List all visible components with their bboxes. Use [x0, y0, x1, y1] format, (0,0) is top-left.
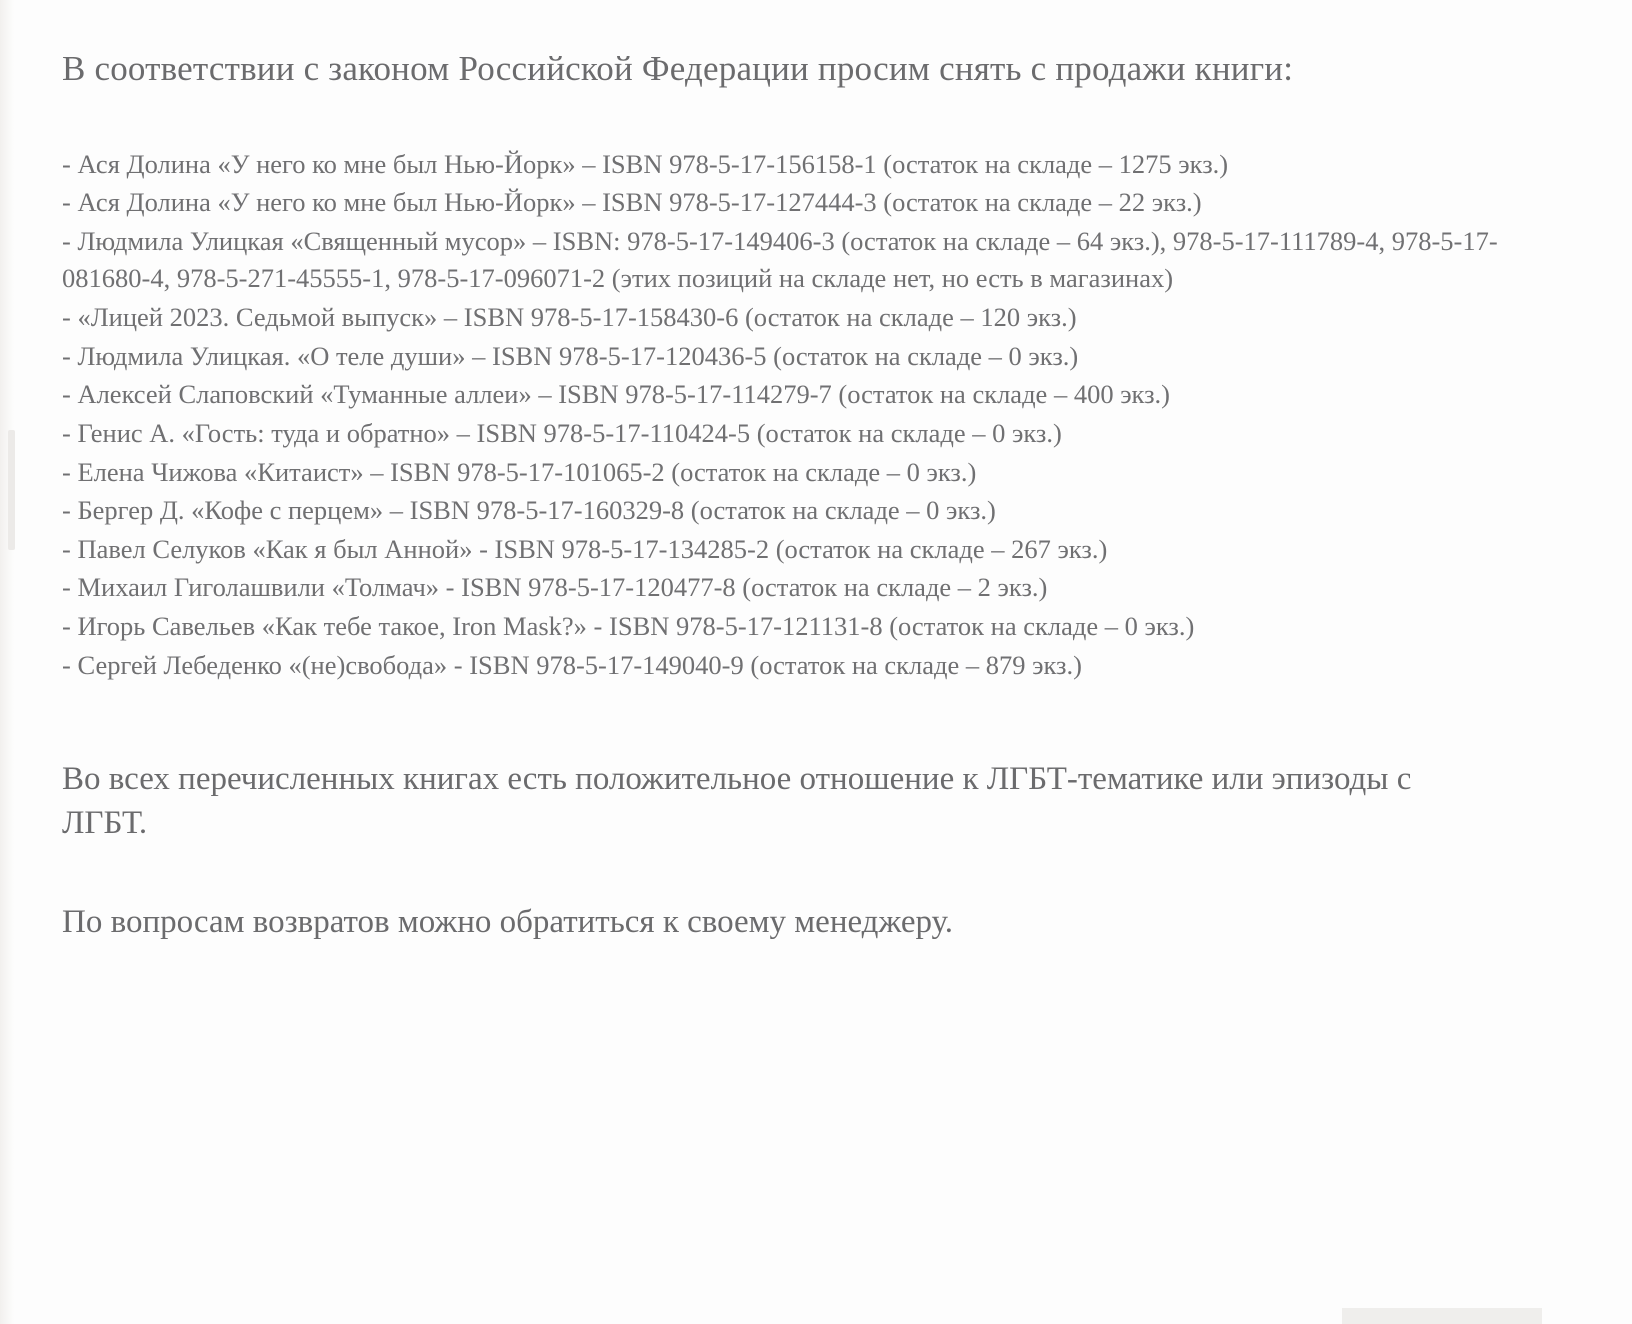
list-item: - Ася Долина «У него ко мне был Нью-Йорк» – ISBN 978-5-17-156158-1 (остаток на складе – 1275 экз.) — [62, 148, 1229, 179]
list-item: - Бергер Д. «Кофе с перцем» – ISBN 978-5-17-160329-8 (остаток на складе – 0 экз.) — [62, 495, 996, 526]
list-item: - Павел Селуков «Как я был Анной» - ISBN 978-5-17-134285-2 (остаток на складе – 267 экз.) — [62, 533, 1108, 564]
list-item: - Генис А. «Гость: туда и обратно» – ISBN 978-5-17-110424-5 (остаток на складе – 0 экз.) — [62, 417, 1062, 448]
list-item: - Сергей Лебеденко «(не)свобода» - ISBN 978-5-17-149040-9 (остаток на складе – 879 экз.) — [62, 649, 1082, 680]
document-intro-paragraph: В соответствии с законом Российской Федерации просим снять с продажи книги: — [62, 49, 1294, 88]
list-item: - Михаил Гиголашвили «Толмач» - ISBN 978-5-17-120477-8 (остаток на складе – 2 экз.) — [62, 572, 1048, 603]
book-list — [62, 146, 1532, 685]
list-item: - «Лицей 2023. Седьмой выпуск» – ISBN 978-5-17-158430-6 (остаток на складе – 120 экз.) — [62, 302, 1077, 332]
list-item: - Людмила Улицкая. «О теле души» – ISBN 978-5-17-120436-5 (остаток на складе – 0 экз.) — [62, 340, 1079, 371]
document-note-paragraph: Во всех перечисленных книгах есть положительное отношение к ЛГБТ-тематике или эпизоды с ЛГБТ. — [62, 761, 1412, 841]
scan-bottom-artifact — [1342, 1308, 1542, 1324]
list-item: - Елена Чижова «Китаист» – ISBN 978-5-17-101065-2 (остаток на складе – 0 экз.) — [62, 456, 977, 487]
list-item: - Ася Долина «У него ко мне был Нью-Йорк» – ISBN 978-5-17-127444-3 (остаток на складе – 22 экз.) — [62, 187, 1202, 218]
scan-edge-artifact — [0, 0, 14, 1324]
document-contact-paragraph: По вопросам возвратов можно обратиться к своему менеджеру. — [62, 904, 953, 941]
scan-smudge-artifact — [8, 430, 15, 550]
list-item: - Алексей Слаповский «Туманные аллеи» – ISBN 978-5-17-114279-7 (остаток на складе – 400 экз.) — [62, 379, 1171, 410]
list-item: - Людмила Улицкая «Священный мусор» – ISBN: 978-5-17-149406-3 (остаток на складе – 64 экз.), 978-5-17-111789-4, 978-5-17-081680-4, 978-5-271-45555-1, 978-5-17-096071-2 (этих позиций на складе нет, но есть в магазинах) — [62, 225, 1498, 294]
list-item: - Игорь Савельев «Как тебе такое, Iron Mask?» - ISBN 978-5-17-121131-8 (остаток на складе – 0 экз.) — [62, 611, 1195, 641]
